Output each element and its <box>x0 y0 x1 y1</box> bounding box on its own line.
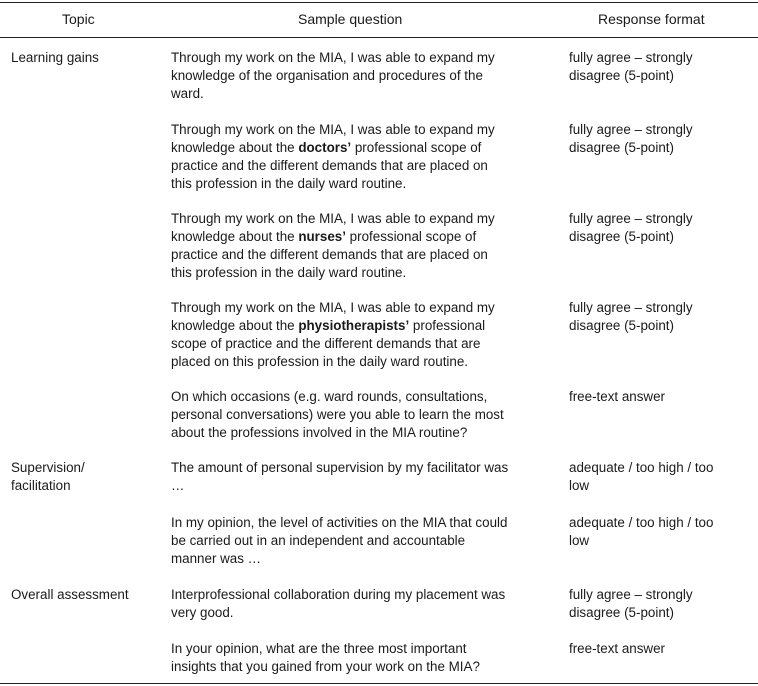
question-emphasis: doctors’ <box>298 140 352 155</box>
question-text: professional scope of practice and the different demands that are placed on this profession in the daily ward routine. <box>171 140 488 191</box>
question-cell <box>171 514 546 568</box>
response-format-cell: free-text answer <box>569 641 666 656</box>
question-text: Through my work on the MIA, I was able to expand my knowledge about the <box>171 211 495 244</box>
question-emphasis: nurses’ <box>298 229 346 244</box>
question-cell <box>171 299 546 371</box>
question-cell <box>171 388 546 442</box>
question-text: In my opinion, the level of activities on the MIA that could be carried out in an independent and accountable manner was … <box>171 515 508 566</box>
question-text: Through my work on the MIA, I was able to expand my knowledge about the <box>171 300 495 333</box>
question-cell <box>171 210 546 282</box>
response-format-cell: adequate / too high / too low <box>569 460 714 493</box>
question-text: Through my work on the MIA, I was able to expand my knowledge about the <box>171 122 495 155</box>
header-response-format: Response format <box>598 11 705 27</box>
header-topic: Topic <box>62 11 95 27</box>
table-bottom-rule <box>0 683 758 684</box>
question-cell <box>171 640 546 676</box>
response-format-cell: fully agree – strongly disagree (5-point) <box>569 587 693 620</box>
topic-supervision-facilitation: Supervision/ facilitation <box>11 460 85 493</box>
question-text: Interprofessional collaboration during my placement was very good. <box>171 587 506 620</box>
table-top-rule <box>0 2 758 3</box>
table-header-rule <box>0 37 758 38</box>
header-sample-question: Sample question <box>298 11 403 27</box>
question-text: In your opinion, what are the three most important insights that you gained from your work on the MIA? <box>171 641 480 674</box>
response-format-cell: fully agree – strongly disagree (5-point) <box>569 211 693 244</box>
question-cell <box>171 49 546 103</box>
question-cell <box>171 459 546 495</box>
response-format-cell: fully agree – strongly disagree (5-point) <box>569 300 693 333</box>
question-text: professional scope of practice and the different demands that are placed on this profession in the daily ward routine. <box>171 318 486 369</box>
question-text: The amount of personal supervision by my facilitator was … <box>171 460 509 493</box>
question-cell <box>171 121 546 193</box>
question-text: Through my work on the MIA, I was able to expand my knowledge of the organisation and procedures of the ward. <box>171 50 495 101</box>
topic-overall-assessment: Overall assessment <box>11 587 129 602</box>
response-format-cell: fully agree – strongly disagree (5-point) <box>569 122 693 155</box>
response-format-cell: adequate / too high / too low <box>569 515 714 548</box>
topic-learning-gains: Learning gains <box>11 50 99 65</box>
question-cell <box>171 586 546 622</box>
question-text: professional scope of practice and the different demands that are placed on this profession in the daily ward routine. <box>171 229 488 280</box>
response-format-cell: free-text answer <box>569 389 666 404</box>
response-format-cell: fully agree – strongly disagree (5-point) <box>569 50 693 83</box>
question-emphasis: physiotherapists’ <box>298 318 410 333</box>
question-text: On which occasions (e.g. ward rounds, consultations, personal conversations) were you able to learn the most about the professions involved in the MIA routine? <box>171 389 504 440</box>
